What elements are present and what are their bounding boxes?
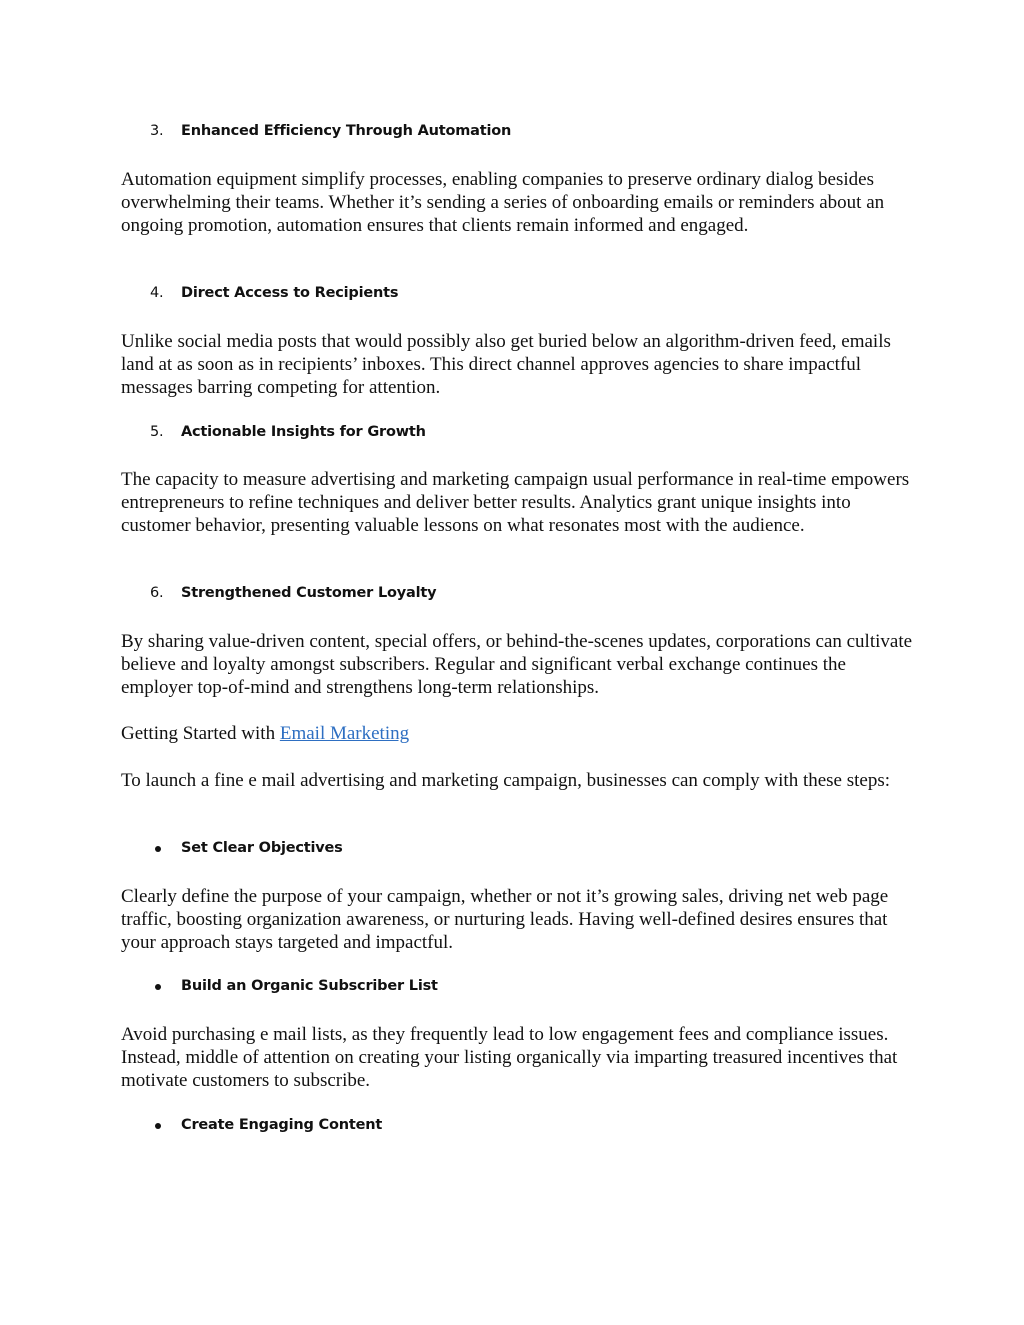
email-marketing-link[interactable]: Email Marketing [279, 723, 410, 744]
bullet-heading [181, 978, 438, 994]
bullet-heading [181, 840, 343, 856]
heading-text: Enhanced Efficiency Through Automation [181, 123, 512, 139]
numbered-heading [150, 123, 512, 139]
heading-text: Create Engaging Content [181, 1117, 383, 1133]
heading-text: Build an Organic Subscriber List [181, 978, 438, 994]
list-number: 3. [150, 123, 164, 139]
paragraph: Automation equipment simplify processes, enabling companies to preserve ordinary dialog besides overwhelming their teams. Whether it’s sending a series of onboarding emails or reminders about an ongoing promotion, automation ensures that clients remain informed and engaged. [121, 169, 885, 236]
list-number: 6. [150, 585, 164, 601]
heading-text: Set Clear Objectives [181, 840, 343, 856]
bullet-heading [181, 1117, 382, 1133]
numbered-heading [150, 424, 426, 440]
list-number: 4. [150, 285, 164, 301]
paragraph: Unlike social media posts that would possibly also get buried below an algorithm-driven feed, emails land at as soon as in recipients’ inboxes. This direct channel approves agencies to share impactful messages barring competing for attention. [121, 331, 891, 398]
heading-text: Actionable Insights for Growth [181, 424, 426, 440]
heading-text: Strengthened Customer Loyalty [181, 585, 437, 601]
numbered-heading [150, 285, 399, 301]
intro-paragraph: To launch a fine e mail advertising and marketing campaign, businesses can comply with these steps: [121, 770, 891, 791]
list-number: 5. [150, 424, 164, 440]
paragraph: Clearly define the purpose of your campaign, whether or not it’s growing sales, driving net web page traffic, boosting organization awareness, or nurturing leads. Having well-defined desires ensures that your approach stays targeted and impactful. [121, 886, 889, 953]
paragraph: By sharing value-driven content, special offers, or behind-the-scenes updates, corporations can cultivate believe and loyalty amongst subscribers. Regular and significant verbal exchange continues the employer top-of-mind and strengthens long-term relationships. [121, 631, 913, 698]
numbered-heading [150, 585, 437, 601]
paragraph: Avoid purchasing e mail lists, as they frequently lead to low engagement fees and compliance issues. Instead, middle of attention on creating your listing organically via imparting treasured incentives that motivate customers to subscribe. [121, 1024, 898, 1091]
bullet-icon [155, 984, 161, 990]
heading-text: Direct Access to Recipients [181, 285, 399, 301]
paragraph: The capacity to measure advertising and marketing campaign usual performance in real-time empowers entrepreneurs to refine techniques and deliver better results. Analytics grant unique insights into customer behavior, presenting valuable lessons on what resonates most with the audience. [121, 469, 910, 536]
bullet-icon [155, 1123, 161, 1129]
getting-started-prefix: Getting Started with [121, 723, 280, 744]
getting-started-line [121, 722, 921, 745]
bullet-icon [155, 846, 161, 852]
